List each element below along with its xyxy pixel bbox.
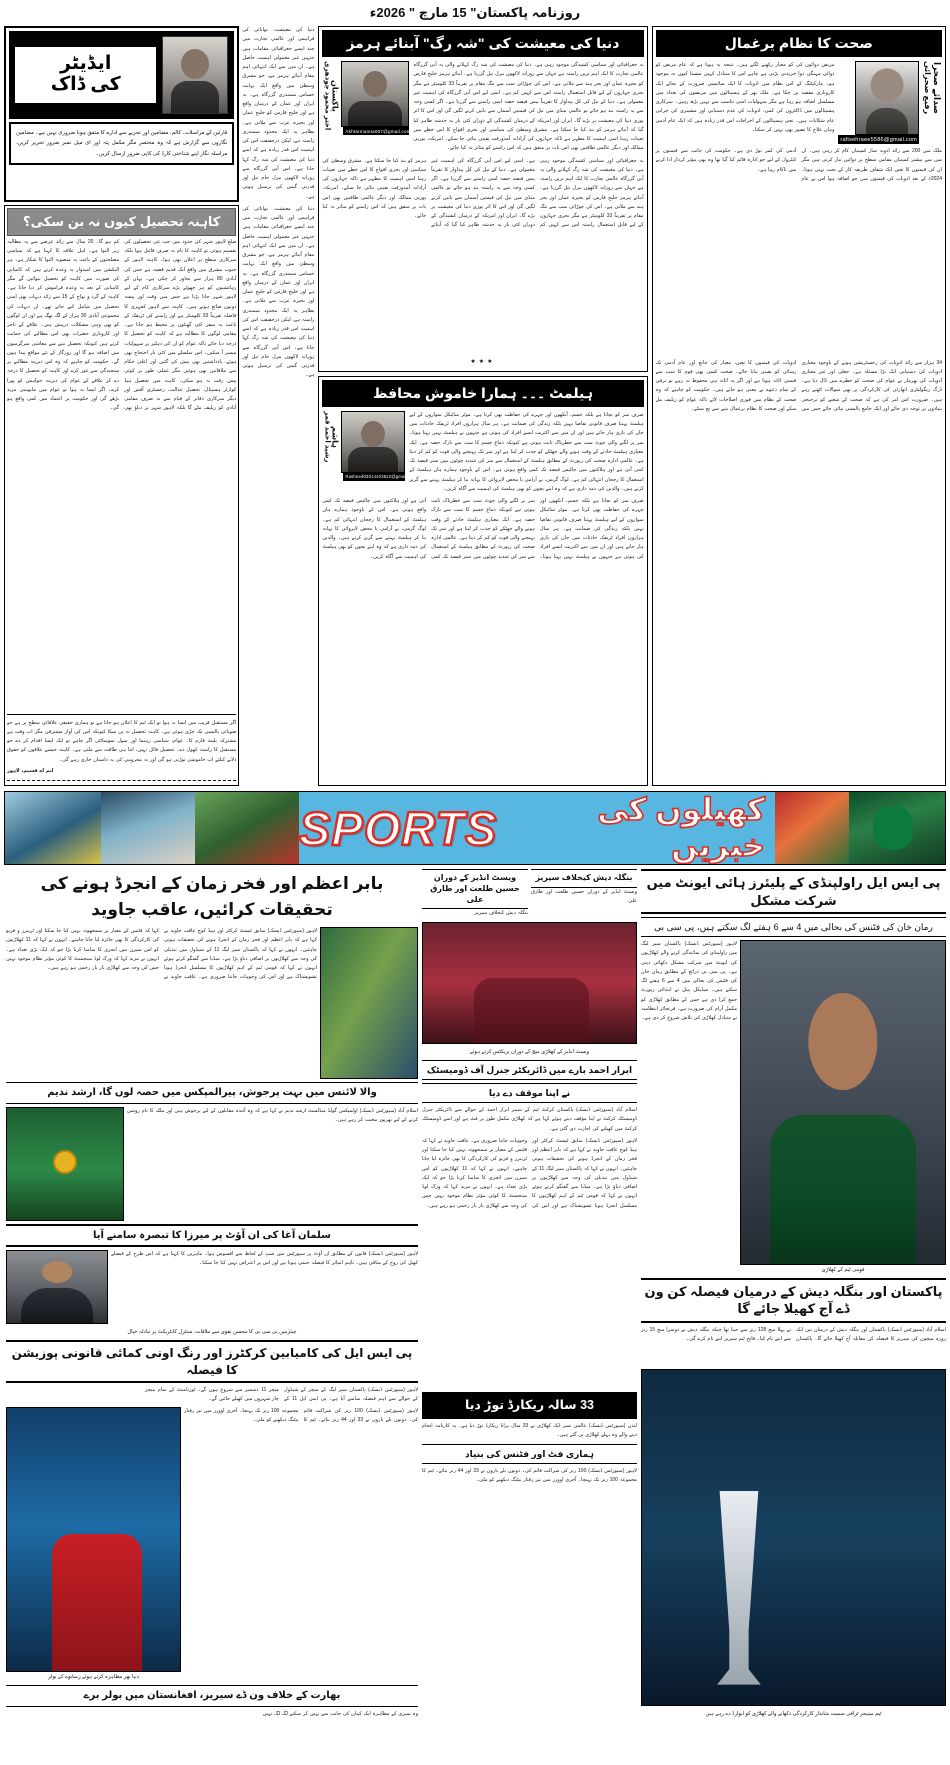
ibrar-subheadline: نے اپنا موقف دے دیا	[422, 1083, 637, 1103]
psl-subheadline: رمان خان کی فٹنس کی بحالی میں 4 سے 6 ہفتے لگ سکتے ہیں، پی سی بی	[641, 917, 946, 937]
banner-photo-field	[195, 792, 299, 864]
tennis-record-headline: 33 سالہ ریکارڈ توڑ دیا	[422, 1392, 637, 1419]
psl-body: لاہور (سپورٹس ڈیسک) پاکستان سپر لیگ میں راولپنڈی کی نمائندگی کرنے والے کھلاڑیوں کی ایونٹ میں شرکت مشکل دکھائی دیتی ہے۔ پی سی بی ذرائع کے مطابق رمان خان کی فٹنس کی بحالی میں 4 سے 6 ہفتے لگ سکتے ہیں۔ میڈیکل پینل نے ابتدائی رپورٹ جمع کرا دی ہے جس کے مطابق کھلاڑی کو مکمل آرام کی ضرورت ہے۔ فرنچائز انتظامیہ نے متبادل کھلاڑی کی تلاش شروع کر دی ہے۔	[641, 941, 738, 1022]
author-meta	[923, 61, 942, 114]
author-email: Rasheed03014403622@gmail.com	[345, 474, 417, 480]
center-article-1-lead: یہ جغرافیائی اور سیاسی کشیدگی موجود رہی ہے۔ دنیا کی معیشت کی شہ رگ کہلانے والی یہ آبی گزرگاہ عالمی تجارت کا ایک اہم ترین راستہ ہے جہاں سے روزانہ لاکھوں بیرل تیل گزرتا ہے۔ آبنائے ہرمز خلیج فارس کو بحیرہ عمان اور بحر ہند سے ملاتی ہے۔ اس کی چوڑائی سب سے تنگ مقام پر تقریباً 33 کلومیٹر ہے مگر بحری جہازوں کے لیے قابل استعمال راستہ اس سے کہیں کم ہے۔ اسی لیے اس آبی گزرگاہ کی اہمیت غیر معمولی ہے۔ دنیا کے تیل کی کل پیداوار کا تقریباً بیس فیصد حصہ اسی راستے سے گزرتا ہے۔ اگر کسی وجہ سے یہ راستہ بند ہو جائے تو عالمی منڈی میں تیل کی قیمتیں آسمان سے باتیں کرنے لگیں گی اور اس کا اثر پوری دنیا کی معیشت پر پڑے گا۔ ایران اور امریکہ کے درمیان کشیدگی کے دوران کئی بار یہ خدشہ ظاہر کیا گیا کہ آبنائے ہرمز کو بند کیا جا سکتا ہے۔ مشرق وسطیٰ کی سیاسی اور بحری افواج کا اس خطے میں تعینات رہنا اسی اہمیت کا مظہر ہے تاکہ جہازوں کی آزادانہ آمدورفت یقینی بنائی جا سکے۔ امریکہ، یورپی ممالک اور دیگر عالمی طاقتیں بھی اس بات پر متفق ہیں کہ اس راستے کو متاثر نہ کیا جائے۔	[413, 62, 644, 152]
sports-banner-title: SPORTS	[299, 801, 498, 855]
india-series-sub: وہ بمیری کے مظاہرہ ایک کپتان کی جانب سے نہیں کر سکتے لگ لگ نہیں	[262, 1710, 418, 1717]
salman-headline: سلمان آغا کی ان آؤٹ پر میرزا کا تبصرہ سامنے آیا	[6, 1224, 418, 1248]
windies-headline: ویسٹ انڈیز کے دوران حسین طلعت اور طارق علی	[422, 869, 528, 909]
india-series-headline: بھارت کے خلاف ون ڈے سیریز، افغانستان میں بولر برے	[6, 1685, 418, 1707]
editor-mail-header	[9, 31, 234, 119]
banner-photo-tennis	[5, 792, 101, 864]
windies-photo-caption: ویسٹ انڈیز کے کھلاڑی میچ کے دوران پریکٹس کرتے ہوئے	[469, 1048, 590, 1055]
editor-mail-title	[15, 47, 156, 102]
editor-mail-title-line1: ایڈیٹر	[60, 53, 112, 75]
left-article-lead: مریض دوائوں کی کو معیار رکھتے لگتے ہیں۔ نتیجہ یہ ہوتا ہے کہ عام مریض کو دوائی مہنگی دوا خریدنی پڑتی ہے چاہے اس کا متبادل کہیں سستا کیوں نہ موجود ہو۔ مارکیٹنگ کے اس نظام میں ادویات کا ایک سائنسی ضرورت کے بجائے ایک کاروباری مقصد بن چکا ہے۔ ملک بھر کے ہسپتالوں میں مریضوں کی تعداد میں مسلسل اضافہ ہو رہا ہے مگر سہولیات اسی تناسب سے نہیں بڑھ رہیں۔ سرکاری ہسپتالوں میں ڈاکٹروں کی کمی، ادویات کی عدم دستیابی اور مشینری کی خرابی عام شکایات ہیں۔ نجی ہسپتالوں کے اخراجات اس قدر زیادہ ہیں کہ ایک عام آدمی وہاں علاج کا تصور بھی نہیں کر سکتا۔	[655, 62, 835, 133]
author-name: ہاشم	[330, 425, 340, 448]
banner-title-area	[299, 792, 775, 864]
masthead-title: روزنامہ پاکستان" 15 مارچ " 2026ء	[369, 5, 581, 20]
salman-body: لاہور (سپورٹس ڈیسک) قانون کے مطابق ان آؤٹ پر سپورٹس مین شپ کے لحاظ سے افسوس ہوا۔ ماہرین کا کہنا ہے کہ اس طرح کے فیصلے کھیل کی روح کے منافی ہیں۔ تاہم امپائر کا فیصلہ حتمی ہوتا ہے اور اس پر اعتراض نہیں کیا جا سکتا۔	[111, 1251, 418, 1267]
author-name: صدائے صحرا	[932, 61, 942, 114]
center-article-2-byline	[322, 411, 643, 494]
psl-headline: پی ایس ایل راولپنڈی کے پلیئرز ہائی ایونٹ میں شرکت مشکل	[641, 869, 946, 914]
windies-subhead: بنگلہ دیش کیخلاف سیریز	[531, 869, 637, 888]
author-photo	[341, 411, 405, 473]
author-email: rafisehraee5586@gmail.com	[840, 136, 917, 143]
medalist-photo	[6, 1107, 124, 1221]
trophy-photo	[641, 1369, 946, 1706]
right-article-headline: کاہنہ تحصیل کیوں نہ بن سکی؟	[7, 208, 236, 236]
left-article-body-a: ملک میں 200 سے زائد ادویہ ساز کمپنیاں کام کر رہی ہیں۔ ان میں سے بیشتر کمپنیاں مقامی سطح پر دوائیں تیار کرتی ہیں مگر ان کی قیمتوں کا تعین ایک شفاف طریقہ کار کے تحت نہیں ہوتا۔ 2024ء کے بعد ادویات کی قیمتوں میں جو اضافہ ہوا اس نے عام آدمی کی کمر توڑ دی ہے۔ حکومت کی جانب سے قیمتوں پر کنٹرول کے لیے جو ادارہ قائم کیا گیا تھا وہ بھی مؤثر کردار ادا کرنے میں ناکام رہا ہے۔	[655, 148, 942, 182]
divider	[7, 780, 236, 781]
center-article-1-headline: دنیا کی معیشت کی "شہ رگ" آبنائے ہرمز	[322, 30, 643, 57]
fed-body: لاہور (سپورٹس ڈیسک) 100 رنز کی شراکت قائم کی۔ دونوں بلے بازوں نے 33 اور 44 رنز بنائے۔ ٹیم کا مجموعہ 100 رنز تک پہنچا۔ آخری اوورز میں تیز رفتار بیٹنگ دیکھنے کو ملی۔	[422, 1467, 638, 1483]
chairman-caption: چیئرمین پی سی بی کا محسن نقوی سے ملاقات، سنٹرل کانٹریکٹ پر تبادلہ خیال	[127, 1329, 297, 1335]
author-subname: رفیع صحرائی	[923, 61, 932, 115]
windies-note: بنگلہ دیش کیخلاف سیریز	[474, 910, 528, 917]
masthead	[4, 0, 946, 26]
records-body: لاہور (سپورٹس ڈیسک) 100 رنز کی شراکت قائم کی۔ دونوں بلے بازوں نے 33 اور 44 رنز بنائے۔ ٹیم کا مجموعہ 100 رنز تک پہنچا۔ آخری اوورز میں تیز رفتار بیٹنگ دیکھنے کو ملی۔	[184, 1408, 419, 1424]
psl-legal-body: لاہور (سپورٹس ڈیسک) پاکستان سپر لیگ کے میچز کے شیڈول کے حوالے سے اہم فیصلہ سامنے آیا ہے۔ پی ایس ایل 11 کے میچز 11 دسمبر سے شروع ہوں گے۔ ٹورنامنٹ کے تمام میچز چار شہروں میں کھیلے جائیں گے۔	[145, 1386, 418, 1402]
right-article-signature: ایم اے قسیم، لاہور	[7, 767, 54, 774]
player-portrait-caption: قومی ٹیم کے کھلاڑی	[821, 1266, 865, 1273]
author-subname: اختر محمود چودھری	[323, 61, 331, 131]
center-article-column	[318, 26, 647, 786]
center-article-1-byline	[322, 61, 643, 154]
banner-photo-runner	[775, 792, 849, 864]
injury-action-photo	[320, 927, 418, 1079]
tennis-record-body: لندن (سپورٹس ڈیسک) عالمی نمبر ایک کھلاڑی نے 33 سال پرانا ریکارڈ توڑ دیا ہے۔ یہ کارنامہ انجام دینے والے وہ پہلے کھلاڑی بن گئے ہیں۔	[422, 1423, 638, 1439]
fed-headline: ہماری فٹ اور فٹنس کی بنیاد	[422, 1444, 637, 1464]
center-article-2-headline: ہیلمٹ ۔۔۔ ہمارا خاموش محافظ	[322, 380, 643, 407]
sports-main-body: لاہور (سپورٹس ڈیسک) سابق ٹیسٹ کرکٹر اور ہیڈ کوچ عاقب جاوید نے کہا ہے کہ بابر اعظم اور فخر زمان کے انجرڈ ہونے کی تحقیقات ہونی چاہئیں۔ انہوں نے کہا کہ پاکستان سپر لیگ 11 کے شیڈول میں تبدیلی کی وجہ سے کھلاڑیوں پر اضافی دباؤ پڑا ہے۔ میڈیا سے گفتگو کرتے ہوئے انہوں نے کہا کہ قومی ٹیم کے اہم کھلاڑیوں کا مسلسل انجرڈ ہونا تشویشناک ہے اور اس کی وجوہات جاننا ضروری ہے۔ عاقب جاوید نے کہا کہ فٹنس کے معیار پر سمجھوتہ نہیں کیا جا سکتا اور ٹرینرز و فزیو کی کارکردگی کا بھی جائزہ لیا جانا چاہیے۔ انہوں نے کہا کہ 11 کھلاڑیوں کو اس سیزن میں انجری کا سامنا کرنا پڑا جو کہ ایک بڑی تعداد ہے۔ انہوں نے مزید کہا کہ ورک لوڈ مینجمنٹ کا کوئی مؤثر نظام موجود نہیں جس کی وجہ سے کھلاڑی بار بار زخمی ہو رہے ہیں۔	[6, 928, 317, 981]
center-article-1	[318, 26, 647, 372]
editor-mail-note: قارئین کے مراسلات، کالم، مضامین اور تجزیے سے ادارے کا متفق ہونا ضروری نہیں ہے۔ مضامین نگاروں سے گزارش ہے کہ وہ مختصر مگر مکمل پتہ اور ای میل نمبر ضرور تحریر کریں، مراسلہ نگار اپنے شناختی کارڈ کی کاپی ضرور ارسال کریں۔	[9, 122, 234, 165]
banner-photo-cricketer	[849, 792, 945, 864]
center-article-1-body: یہ جغرافیائی اور سیاسی کشیدگی موجود رہی ہے۔ دنیا کی معیشت کی شہ رگ کہلانے والی یہ آبی گزرگاہ عالمی تجارت کا ایک اہم ترین راستہ ہے جہاں سے روزانہ لاکھوں بیرل تیل گزرتا ہے۔ آبنائے ہرمز خلیج فارس کو بحیرہ عمان اور بحر ہند سے ملاتی ہے۔ اس کی چوڑائی سب سے تنگ مقام پر تقریباً 33 کلومیٹر ہے مگر بحری جہازوں کے لیے قابل استعمال راستہ اس سے کہیں کم ہے۔ اسی لیے اس آبی گزرگاہ کی اہمیت غیر معمولی ہے۔ دنیا کے تیل کی کل پیداوار کا تقریباً بیس فیصد حصہ اسی راستے سے گزرتا ہے۔ اگر کسی وجہ سے یہ راستہ بند ہو جائے تو عالمی منڈی میں تیل کی قیمتیں آسمان سے باتیں کرنے لگیں گی اور اس کا اثر پوری دنیا کی معیشت پر پڑے گا۔ ایران اور امریکہ کے درمیان کشیدگی کے دوران کئی بار یہ خدشہ ظاہر کیا گیا کہ آبنائے ہرمز کو بند کیا جا سکتا ہے۔ مشرق وسطیٰ کی سیاسی اور بحری افواج کا اس خطے میں تعینات رہنا اسی اہمیت کا مظہر ہے تاکہ جہازوں کی آزادانہ آمدورفت یقینی بنائی جا سکے۔ امریکہ، یورپی ممالک اور دیگر عالمی طاقتیں بھی اس بات پر متفق ہیں کہ اس راستے کو متاثر نہ کیا جائے۔	[322, 157, 644, 229]
left-article-body-b: 34 ہزار سے زائد ادویات کی رجسٹریشن ہونے کے باوجود معیاری ادویات کی دستیابی ایک بڑا مسئلہ ہے۔ جعلی اور غیر معیاری ادویات کی بھرمار نے عوام کی صحت کو خطرے میں ڈال دیا ہے۔ ڈرگ ریگولیٹری اتھارٹی کی کارکردگی پر بھی سوالات اٹھتے رہے ہیں۔ ضرورت اس امر کی ہے کہ صحت کے شعبے کو ترجیحی بنیادوں پر توجہ دی جائے اور ایک جامع پالیسی بنائی جائے جس میں ادویات کی قیمتوں کا تعین، معیار کی جانچ اور عام آدمی تک رسائی کو یقینی بنایا جائے۔ صحت کسی بھی قوم کا سب سے قیمتی اثاثہ ہوتا ہے اور اگر یہ اثاثہ ہی محفوظ نہ رہے تو ترقی کے تمام دعوے بے معنی ہو جاتے ہیں۔ حکومت کو چاہیے کہ وہ صحت کے نظام میں فوری اصلاحات لائے تاکہ عوام کو ریلیف مل سکے اور صحت کا نظام یرغمال بننے سے بچ سکے۔	[655, 359, 942, 412]
author-photo	[855, 61, 919, 135]
author-photo	[341, 61, 409, 127]
zimbabwe-caption: دنیا بھر مظاہرہ کرتے ہوئے زمبابوے کے بولر	[48, 1673, 139, 1680]
sports-left-column	[641, 869, 946, 1719]
player-portrait-photo	[740, 940, 946, 1264]
banner-photo-athlete	[101, 792, 195, 864]
section-divider: ★★★	[470, 358, 496, 365]
left-article-byline	[656, 61, 942, 144]
right-article-column	[4, 26, 314, 786]
right-top-text: دنیا کی معیشت، توانائی کی فراہمی اور عالمی تجارت میں چند ایسے جغرافیائی مقامات ہیں جنہیں غیر معمولی اہمیت حاصل ہے۔ ان میں سے ایک انتہائی اہم مقام آبنائے ہرمز ہے، جو مشرق وسطیٰ میں واقع ایک نہایت حساس سمندری گزرگاہ ہے۔ یہ ایران اور عمان کے درمیان واقع ہے اور خلیج فارس کو خلیج عمان اور بحیرہ عرب سے ملاتی ہے۔ بظاہر یہ ایک محدود سمندری راستہ ہے، لیکن درحقیقت اس کی اہمیت اس قدر زیادہ ہے کہ اسے دنیا کی معیشت کی شہ رگ کہا جاتا ہے۔ اس آبی گزرگاہ سے روزانہ لاکھوں بیرل خام تیل اور قدرتی گیس کی ترسیل ہوتی ہے۔	[242, 27, 315, 200]
medal-headline: والا لائنس میں بہت پرجوش، پیرالمپکس میں حصہ لوں گا، ارشد ندیم	[6, 1082, 418, 1104]
right-article-body-2: اگر مستقبل قریب میں ایسا نہ ہوا تو ایک ٹیم کا اعلان ہو جاتا ہے تو ہماری حقیقی علاقائی سطح پر ہے جو صوبائی پالیسی تک جڑی ہوئی ہے۔ کاہنہ تحصیل نہ بن سکا کیونکہ اس کی آواز مشترقی مگر اب وقت ہے مشترکہ پلیٹ فارم کا۔ عوام، سیاسی رہنما اور سول سوسائٹی اگر چاہے تو ایک ایسا اقدام کر دے جو مستقبل کا راستہ کھول دے۔ تحصیل فائل نہیں، اتنا ہی طاقت سے ملتی ہے۔ کاہنہ جیسے علاقوں کو حقوق دلانے کیلئے اب خاموشی توڑنی ہو گی اور نہ محرومی کی یہ داستان جاری رہے گی۔	[7, 719, 237, 763]
sports-right-column	[6, 869, 418, 1719]
author-meta	[322, 411, 339, 463]
center-article-2	[318, 376, 647, 786]
sports-main-headline: بابر اعظم اور فخر زمان کے انجرڈ ہونے کی تحقیقات کرائیں، عاقب جاوید	[40, 874, 384, 919]
eng-series-headline: پاکستان اور بنگلہ دیش کے درمیان فیصلہ کن ون ڈے آج کھیلا جائے گا	[641, 1278, 946, 1323]
editor-mail-box	[4, 26, 239, 202]
windies-player-photo	[422, 922, 637, 1044]
center-article-2-lead: صرف سر کو بچاتا ہے بلکہ جسم، آنکھوں اور چہرے کی حفاظت بھی کرتا ہے۔ موٹر سائیکل سواروں کے لیے ہیلمٹ پہننا صرف قانونی تقاضا نہیں بلکہ زندگی کی ضمانت ہے۔ ہر سال ہزاروں افراد ٹریفک حادثات میں جان کی بازی ہار جاتے ہیں اور ان میں سے اکثریت ایسے افراد کی ہوتی ہے جنہوں نے ہیلمٹ نہیں پہنا ہوتا۔ سر پر لگنے والی چوٹ سب سے خطرناک ثابت ہوتی ہے کیونکہ دماغ جسم کا سب سے نازک حصہ ہے۔ ایک معیاری ہیلمٹ حادثے کے وقت ہونے والے جھٹکے کو جذب کر لیتا ہے اور سر تک پہنچنے والی قوت کو کم کر دیتا ہے۔ عالمی ادارہ صحت کی رپورٹ کے مطابق ہیلمٹ کے استعمال سے سر کی شدید چوٹوں میں ستر فیصد تک کمی آتی ہے اور ہلاکتوں میں چالیس فیصد تک کمی واقع ہوتی ہے۔ اس کے باوجود ہمارے ہاں ہیلمٹ کے استعمال کا رجحان انتہائی کم ہے۔ لوگ گرمی، بے آرامی یا محض لاپروائی کا بہانہ بنا کر ہیلمٹ پہننے سے گریز کرتے ہیں۔ والدین کی ذمہ داری ہے کہ وہ اپنے بچوں کو بھی ہیلمٹ کی اہمیت سے آگاہ کریں۔	[409, 411, 644, 492]
medal-body: اسلام آباد (سپورٹس ڈیسک) اولمپکس گولڈ میڈلسٹ ارشد ندیم نے کہا ہے کہ وہ آئندہ مقابلوں کے لیے پرجوش ہیں اور ملک کا نام روشن کرنے کے لیے بھرپور محنت کر رہے ہیں۔	[127, 1107, 418, 1123]
left-article-column	[652, 26, 946, 786]
right-side-text: دنیا کی معیشت، توانائی کی فراہمی اور عالمی تجارت میں چند ایسے جغرافیائی مقامات ہیں جنہیں غیر معمولی اہمیت حاصل ہے۔ ان میں سے ایک انتہائی اہم مقام آبنائے ہرمز ہے، جو مشرق وسطیٰ میں واقع ایک نہایت حساس سمندری گزرگاہ ہے۔ یہ ایران اور عمان کے درمیان واقع ہے اور خلیج فارس کو خلیج عمان اور بحیرہ عرب سے ملاتی ہے۔ بظاہر یہ ایک محدود سمندری راستہ ہے، لیکن درحقیقت اس کی اہمیت اس قدر زیادہ ہے کہ اسے دنیا کی معیشت کی شہ رگ کہا جاتا ہے۔ اس آبی گزرگاہ سے روزانہ لاکھوں بیرل خام تیل اور قدرتی گیس کی ترسیل ہوتی ہے۔	[242, 205, 315, 379]
author-email: Akhtarmamta007@gmail.com	[345, 128, 411, 134]
sports-banner	[4, 791, 946, 865]
sports-middle-column	[422, 869, 637, 1719]
editor-mail-title-line2: کی ڈاک	[50, 74, 121, 95]
ibrar-body: اسلام آباد (سپورٹس ڈیسک) پاکستان کرکٹ ٹیم کے سپنر ابرار احمد کے حوالے سے ڈائریکٹر جنرل ڈومیسٹک کرکٹ نے اپنا مؤقف دیتے ہوئے کہا ہے کہ کھلاڑی مکمل طور پر فٹ ہے اور اسے ڈومیسٹک کرکٹ میں کھیلنے کی اجازت دی گئی ہے۔	[422, 1107, 637, 1132]
chairman-photo	[6, 1250, 108, 1324]
right-article-body: ضلع لاہور شہر کی حدود میں جب نئی تحصیلوں کی تقسیم ہوئی تو کاہنہ کا نام نہ صرف فائنل ہوا بلکہ سرکاری سطح پر اعلان بھی ہوا۔ کاہنہ لاہور کے جنوب مشرق میں واقع ایک قدیم قصبہ ہے جس کی آبادی 80 ہزار سے تجاوز کر چکی ہے۔ یہاں کے رہائشیوں کو ہر چھوٹے بڑے سرکاری کام کے لیے لاہور شہر جانا پڑتا ہے جس میں وقت اور پیسہ دونوں ضائع ہوتے ہیں۔ کاہنہ سے لاہور کچہری کا فاصلہ تقریباً 33 کلومیٹر ہے اور راستے کی ٹریفک کے باعث یہ سفر کئی گھنٹوں پر محیط ہو جاتا ہے۔ مقامی لوگوں کا مطالبہ ہے کہ کاہنہ کو تحصیل کا درجہ دیا جائے تاکہ عوام کو ان کی دہلیز پر سہولیات میسر آ سکیں۔ اس سلسلے میں کئی بار احتجاج بھی ہوئے، یادداشتیں بھی پیش کی گئیں اور اعلیٰ حکام سے ملاقاتیں بھی ہوئیں مگر عملی طور پر کوئی پیش رفت نہ ہو سکی۔ کاہنہ میں تحصیل ہیڈ کوارٹر ہسپتال، تحصیل عدالت، رجسٹری آفس اور دیگر سرکاری دفاتر کے قیام سے نہ صرف مقامی آبادی کو ریلیف ملے گا بلکہ لاہور شہر پر دباؤ بھی کم ہو گا۔ 20 سال سے زائد عرصے سے یہ مطالبہ زیر التوا ہے۔ اہل علاقہ کا کہنا ہے کہ سیاسی مصلحتوں کے باعث یہ منصوبہ التوا کا شکار ہے۔ ہر الیکشن میں امیدوار یہ وعدہ کرتے ہیں کہ کامیابی کی صورت میں کاہنہ کو تحصیل بنوائیں گے مگر کامیابی کے بعد یہ وعدہ فراموش کر دیا جاتا ہے۔ کاہنہ کے گرد و نواح کے 15 سے زائد دیہات بھی اسی تحصیل میں شامل کیے جانے تھے۔ ان دیہات کی مجموعی آبادی 30 ہزار کے لگ بھگ ہے اور ان لوگوں کو بھی وہی مشکلات درپیش ہیں۔ علاقے کے تاجر اور کاروباری حضرات بھی اس مطالبے کی حمایت کرتے ہیں کیونکہ تحصیل بننے سے معاشی سرگرمیوں میں اضافہ ہو گا اور روزگار کے نئے مواقع پیدا ہوں گے۔ حکومت کو چاہیے کہ وہ اس دیرینہ مطالبے پر سنجیدگی سے غور کرے اور کاہنہ کو تحصیل کا درجہ دے کر علاقے کے عوام کی دیرینہ خواہش کو پورا کرے۔ اگر ایسا نہ ہوا تو عوام میں مایوسی مزید بڑھے گی اور حکومت پر اعتماد میں کمی واقع ہو گی۔	[7, 238, 237, 412]
right-article	[4, 205, 239, 786]
author-name: پاکستان	[330, 79, 340, 112]
zimbabwe-bowler-photo	[6, 1407, 181, 1672]
editor-photo	[162, 36, 228, 114]
sports-section	[4, 869, 946, 1719]
ibrar-headline: ابرار احمد بارے میں ڈائریکٹر جنرل آف ڈومیسٹک	[422, 1060, 637, 1080]
psl-legal-headline: پی ایس ایل کی کامیابین کرکٹرز اور رنگ اونی کمائی قانونی پوزیشن کا فیصلہ	[6, 1340, 418, 1382]
windies-body: ویسٹ انڈیز کے دوران حسین طلعت اور طارق علی	[531, 888, 637, 905]
sports-banner-urdu-title: کھیلوں کی خبریں	[597, 792, 765, 863]
author-meta	[322, 61, 339, 130]
center-article-2-body: صرف سر کو بچاتا ہے بلکہ جسم، آنکھوں اور چہرے کی حفاظت بھی کرتا ہے۔ موٹر سائیکل سواروں کے لیے ہیلمٹ پہننا صرف قانونی تقاضا نہیں بلکہ زندگی کی ضمانت ہے۔ ہر سال ہزاروں افراد ٹریفک حادثات میں جان کی بازی ہار جاتے ہیں اور ان میں سے اکثریت ایسے افراد کی ہوتی ہے جنہوں نے ہیلمٹ نہیں پہنا ہوتا۔ سر پر لگنے والی چوٹ سب سے خطرناک ثابت ہوتی ہے کیونکہ دماغ جسم کا سب سے نازک حصہ ہے۔ ایک معیاری ہیلمٹ حادثے کے وقت ہونے والے جھٹکے کو جذب کر لیتا ہے اور سر تک پہنچنے والی قوت کو کم کر دیتا ہے۔ عالمی ادارہ صحت کی رپورٹ کے مطابق ہیلمٹ کے استعمال سے سر کی شدید چوٹوں میں ستر فیصد تک کمی آتی ہے اور ہلاکتوں میں چالیس فیصد تک کمی واقع ہوتی ہے۔ اس کے باوجود ہمارے ہاں ہیلمٹ کے استعمال کا رجحان انتہائی کم ہے۔ لوگ گرمی، بے آرامی یا محض لاپروائی کا بہانہ بنا کر ہیلمٹ پہننے سے گریز کرتے ہیں۔ والدین کی ذمہ داری ہے کہ وہ اپنے بچوں کو بھی ہیلمٹ کی اہمیت سے آگاہ کریں۔	[322, 498, 644, 560]
sports-mid-filler: لاہور (سپورٹس ڈیسک) سابق ٹیسٹ کرکٹر اور ہیڈ کوچ عاقب جاوید نے کہا ہے کہ بابر اعظم اور فخر زمان کے انجرڈ ہونے کی تحقیقات ہونی چاہئیں۔ انہوں نے کہا کہ پاکستان سپر لیگ 11 کے شیڈول میں تبدیلی کی وجہ سے کھلاڑیوں پر اضافی دباؤ پڑا ہے۔ میڈیا سے گفتگو کرتے ہوئے انہوں نے کہا کہ قومی ٹیم کے اہم کھلاڑیوں کا مسلسل انجرڈ ہونا تشویشناک ہے اور اس کی وجوہات جاننا ضروری ہے۔ عاقب جاوید نے کہا کہ فٹنس کے معیار پر سمجھوتہ نہیں کیا جا سکتا اور ٹرینرز و فزیو کی کارکردگی کا بھی جائزہ لیا جانا چاہیے۔ انہوں نے کہا کہ 11 کھلاڑیوں کو اس سیزن میں انجری کا سامنا کرنا پڑا جو کہ ایک بڑی تعداد ہے۔ انہوں نے مزید کہا کہ ورک لوڈ مینجمنٹ کا کوئی مؤثر نظام موجود نہیں جس کی وجہ سے کھلاڑی بار بار زخمی ہو رہے ہیں۔	[422, 1137, 637, 1209]
left-article-headline: صحت کا نظام یرغمال	[656, 30, 942, 57]
eng-series-body: اسلام آباد (سپورٹس ڈیسک) پاکستان اور بنگلہ دیش کے درمیان تین ایک روزہ میچوں کی سیریز کا فیصلہ کن مقابلہ آج کھیلا جائے گا۔ پاکستان نے پہلا میچ 128 رنز سے جیتا تھا جبکہ بنگلہ دیش نے دوسرا میچ 15 رنز سے اپنے نام کیا۔ فاتح ٹیم سیریز اپنے نام کرے گی۔	[641, 1327, 946, 1343]
trophy-caption: ٹیم مینیجر ٹرافی سمیت شاندار کارکردگی دکھانے والے کھلاڑی کو ایوارڈ دے رہے ہیں	[705, 1710, 882, 1717]
top-section	[4, 26, 946, 786]
divider	[7, 714, 236, 715]
author-subname: رشید احمد قمر	[323, 410, 331, 463]
